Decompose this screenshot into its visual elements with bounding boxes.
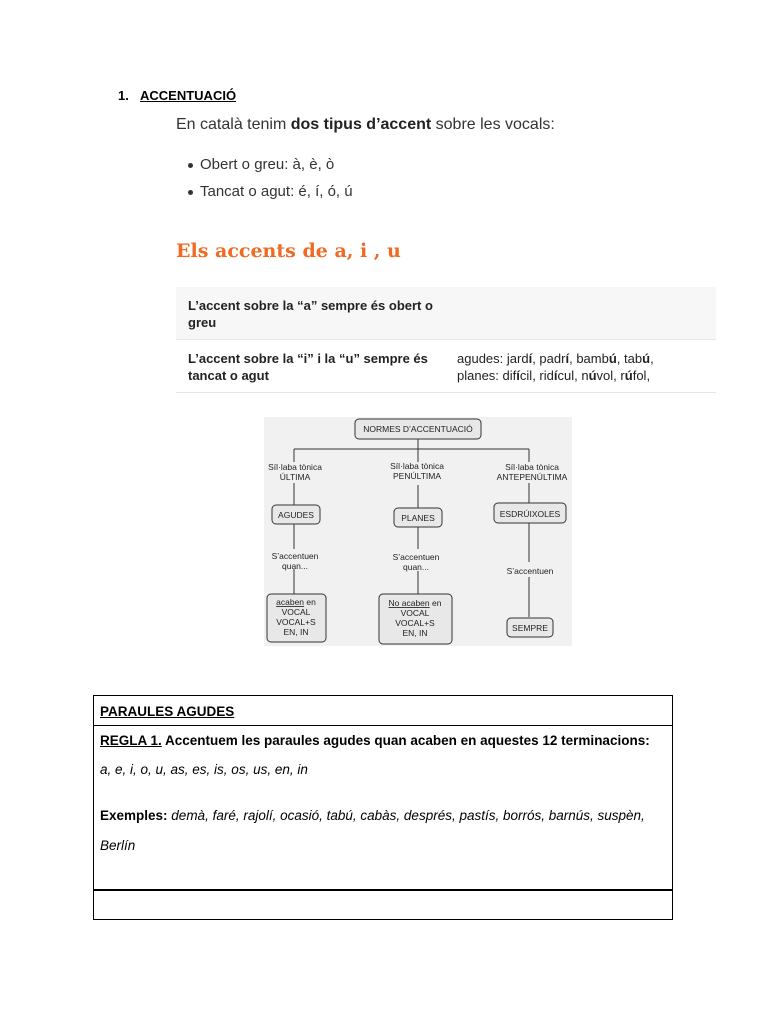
diagram-label: Síl·laba tònica bbox=[505, 462, 559, 472]
diagram-result: EN, IN bbox=[283, 627, 309, 637]
rules-box bbox=[93, 695, 673, 920]
diagram-result: VOCAL+S bbox=[395, 618, 435, 628]
example-word: núvol bbox=[581, 368, 614, 383]
examples bbox=[100, 808, 645, 823]
diagram-label: S’accentuen bbox=[506, 566, 554, 576]
examples-cell bbox=[457, 350, 712, 384]
rules-header-row bbox=[94, 696, 672, 726]
examples-text-cont: Berlín bbox=[100, 838, 136, 853]
diagram-result: acaben en bbox=[276, 597, 316, 607]
list-item: Obert o greu: à, è, ò bbox=[188, 156, 353, 183]
diagram-result: VOCAL+S bbox=[276, 617, 316, 627]
diagram-label: Síl·laba tònica bbox=[268, 462, 322, 472]
diagram-result: EN, IN bbox=[402, 628, 428, 638]
examples-label: Exemples: bbox=[100, 808, 168, 823]
diagram-label: quan... bbox=[282, 561, 308, 571]
example-word: bambú bbox=[576, 351, 617, 366]
intro-post: sobre les vocals: bbox=[431, 116, 555, 133]
rules-body-row bbox=[94, 726, 672, 891]
diagram-result: No acaben en bbox=[388, 598, 442, 608]
list-item: Tancat o agut: é, í, ó, ú bbox=[188, 183, 353, 210]
diagram-label: ÚLTIMA bbox=[279, 472, 311, 482]
table-cell: L’accent sobre la “a” sempre és obert o greu bbox=[188, 298, 433, 330]
intro-pre: En català tenim bbox=[176, 116, 291, 133]
examples-line-planes: planes: difícil, ridícul, núvol, rúfol, bbox=[457, 368, 651, 383]
diagram-label: quan... bbox=[403, 562, 429, 572]
diagram-label: S’accentuen bbox=[271, 551, 319, 561]
example-word: difícil bbox=[502, 368, 533, 383]
example-word: padrí bbox=[539, 351, 570, 366]
section-title: ACCENTUACIÓ bbox=[140, 88, 237, 103]
examples-text: demà, faré, rajolí, ocasió, tabú, cabàs, després, pastís, borrós, barnús, suspèn, bbox=[167, 808, 645, 823]
rule-text: Accentuem les paraules agudes quan acaben en aquestes 12 terminacions: bbox=[161, 733, 650, 748]
diagram-label: S’accentuen bbox=[392, 552, 440, 562]
example-word: tabú bbox=[624, 351, 651, 366]
table-row bbox=[176, 287, 716, 340]
diagram-label: PENÚLTIMA bbox=[392, 471, 442, 481]
accents-heading: Els accents de a, i , u bbox=[176, 240, 401, 262]
concept-map-diagram bbox=[264, 417, 572, 646]
example-word: jardí bbox=[506, 351, 533, 366]
terminations: a, e, i, o, u, as, es, is, os, us, en, in bbox=[100, 762, 308, 777]
rule-1 bbox=[100, 733, 650, 748]
diagram-type-box: ESDRÚIXOLES bbox=[499, 509, 561, 519]
section-number: 1. bbox=[118, 88, 129, 103]
examples-prefix: planes: bbox=[457, 368, 503, 383]
table-cell: L’accent sobre la “i” i la “u” sempre és tancat o agut bbox=[188, 351, 428, 383]
diagram-type-box: PLANES bbox=[401, 513, 435, 523]
intro-text bbox=[176, 116, 555, 134]
rules-header: PARAULES AGUDES bbox=[100, 704, 235, 719]
example-word: rúfol bbox=[620, 368, 647, 383]
examples-line-agudes: agudes: jardí, padrí, bambú, tabú, bbox=[457, 351, 654, 366]
example-word: ridícul bbox=[539, 368, 575, 383]
intro-bold: dos tipus d’accent bbox=[290, 116, 432, 133]
diagram-result: VOCAL bbox=[400, 608, 430, 618]
diagram-result: VOCAL bbox=[281, 607, 311, 617]
examples-prefix: agudes: bbox=[457, 351, 507, 366]
rule-label: REGLA 1. bbox=[100, 733, 162, 748]
table-row bbox=[176, 340, 716, 393]
diagram-type-box: AGUDES bbox=[278, 510, 314, 520]
diagram-label: Síl·laba tònica bbox=[390, 461, 444, 471]
accent-table bbox=[176, 287, 716, 393]
diagram-label: ANTEPENÚLTIMA bbox=[496, 472, 568, 482]
section-heading bbox=[118, 88, 236, 103]
diagram-root: NORMES D’ACCENTUACIÓ bbox=[363, 424, 473, 434]
diagram-result: SEMPRE bbox=[512, 623, 548, 633]
accent-types-list bbox=[188, 156, 353, 210]
